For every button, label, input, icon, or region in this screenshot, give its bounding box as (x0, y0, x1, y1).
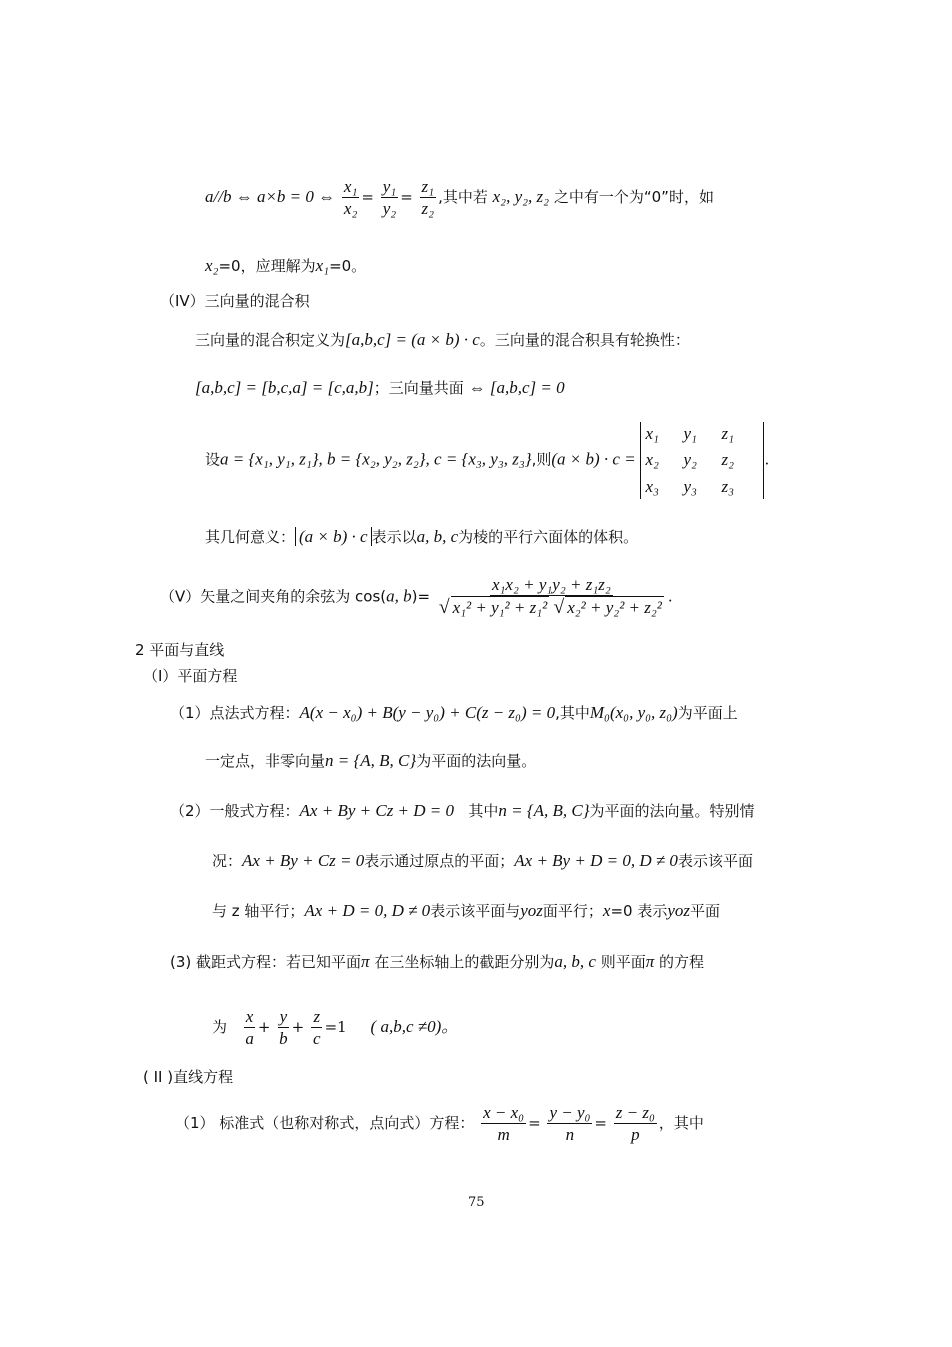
parallel-text2: 之中有一个为“0”时，如 (553, 187, 714, 206)
mixed-product-cyclic: [a,b,c] = [b,c,a] = [c,a,b]；三向量共面 ⇔ [a,b,c] = 0 (195, 378, 565, 397)
intercept-equation-line2: 为 $\frac{x}{a}$ + $\frac{y}{b}$ + $\frac{z}{c}$ =1 ( a,b,c ≠0)。 (212, 1007, 459, 1049)
fraction-z-p: $\frac{\text{z − z₀}}{p}$ (615, 1103, 655, 1145)
fraction-x-a: $\frac{x}{a}$ (245, 1007, 254, 1049)
mixed-product-formula: [a,b,c] = (a × b) · c (345, 330, 480, 349)
fraction-x: $\frac{\text{x₁}}{\text{x₂}}$ (343, 177, 358, 219)
point-normal-equation: （1）点法式方程：A(x − x₀) + B(y − y₀) + C(z − z₀) = 0,其中M₀(x₀, y₀, z₀)为平面上 (170, 703, 738, 722)
parallel-text: ,其中若 (438, 187, 488, 206)
parallel-formula: a//b ⇔ a×b = 0 ⇔ (205, 186, 336, 206)
mixed-product-determinant: 设a = {x₁, y₁, z₁}, b = {x₂, y₂, z₂}, c = {x₃, y₃, z₃},则(a × b) · c = x₁ y₁ z₁ x₂ y₂ z₂ x₃ y₃ z₃ . (205, 422, 769, 499)
fraction-x-m: $\frac{\text{x − x₀}}{m}$ (483, 1103, 525, 1145)
section-iv-heading: （IV）三向量的混合积 (160, 292, 310, 310)
standard-line-equation: （1） 标准式（也称对称式，点向式）方程： $\frac{\text{x − x₀}}{m}$ = $\frac{\text{y − y₀}}{n}$ = $\frac{\text{z − z₀}}{p}$ ，其中 (175, 1103, 704, 1145)
geometric-meaning: 其几何意义： (a × b) · c 表示以a, b, c为棱的平行六面体的体积。 (205, 527, 639, 546)
section-2-i-heading: （I）平面方程 (143, 667, 238, 685)
page-number: 75 (468, 1195, 485, 1210)
cosine-fraction: $\frac{\text{x₁x₂ + y₁y₂ + z₁z₂}}{\text{√ x₁² + y₁² + z₁² √ x₂² + y₂² + z₂²}}$ (438, 575, 662, 619)
section-2-ii-heading: ( II )直线方程 (143, 1068, 234, 1086)
volume-formula: (a × b) · c (295, 527, 372, 546)
fraction-y: $\frac{\text{y₁}}{\text{y₂}}$ (382, 177, 397, 219)
fraction-y-n: $\frac{\text{y − y₀}}{n}$ (549, 1103, 591, 1145)
parallel-condition-line2: x₂=0，应理解为x₁=0。 (205, 256, 367, 275)
parallel-condition-line: a//b ⇔ a×b = 0 ⇔ $\frac{\text{x₁}}{\text{x₂}}$ = $\frac{\text{y₁}}{\text{y₂}}$ = $\frac{\text{z₁}}{\text{z₂}}$ ,其中若 x₂, y₂, z₂ 之中有一个为“0”时，如 (205, 177, 714, 219)
fraction-z: $\frac{\text{z₁}}{\text{z₂}}$ (421, 177, 435, 219)
general-equation: （2）一般式方程：Ax + By + Cz + D = 0 其中n = {A, B, C}为平面的法向量。特别情 (170, 801, 755, 820)
point-normal-line2: 一定点，非零向量n = {A, B, C}为平面的法向量。 (205, 751, 537, 770)
mixed-product-definition: 三向量的混合积定义为[a,b,c] = (a × b) · c。三向量的混合积具有轮换性： (195, 330, 690, 349)
fraction-y-b: $\frac{y}{b}$ (279, 1007, 288, 1049)
general-equation-line3: 与 z 轴平行；Ax + D = 0, D ≠ 0表示该平面与yoz面平行；x=0 表示yoz平面 (212, 901, 721, 920)
determinant: x₁ y₁ z₁ x₂ y₂ z₂ x₃ y₃ z₃ (640, 422, 764, 499)
section-2-heading: 2 平面与直线 (135, 641, 225, 659)
general-equation-line2: 况：Ax + By + Cz = 0表示通过原点的平面；Ax + By + D = 0, D ≠ 0表示该平面 (212, 851, 753, 870)
section-v-cosine: （V）矢量之间夹角的余弦为 cos(a, b)= $\frac{\text{x₁x₂ + y₁y₂ + z₁z₂}}{\text{√ x₁² + y₁² + z₁² √ x₂² + y₂² + z₂²}}$ . (160, 574, 673, 621)
parallel-vars: x₂, y₂, z₂ (492, 186, 550, 206)
fraction-z-c: $\frac{z}{c}$ (313, 1007, 321, 1049)
intercept-equation: (3) 截距式方程：若已知平面π 在三坐标轴上的截距分别为a, b, c 则平面π 的方程 (170, 952, 705, 971)
